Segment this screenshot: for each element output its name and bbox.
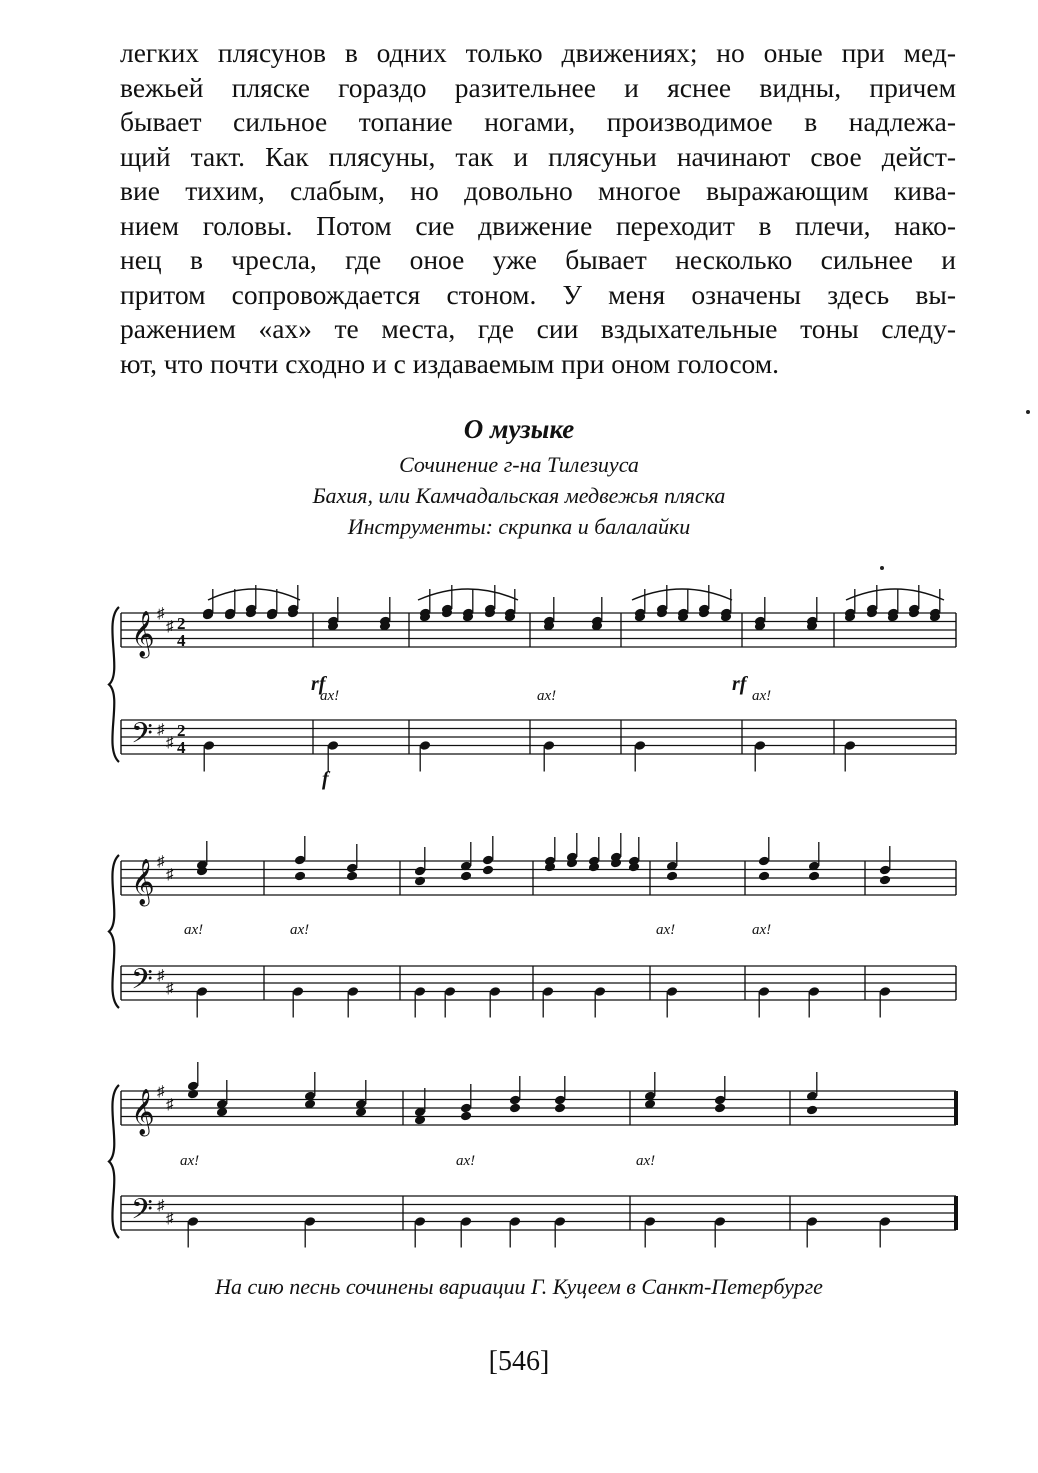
note-head: [414, 875, 427, 886]
instruments-line: Инструменты: скрипка и балалайки: [347, 514, 691, 539]
treble-clef: 𝄞: [131, 611, 155, 657]
key-sharp: ♯: [166, 867, 174, 883]
paragraph-line: притом сопровождается стоном. У меня означены здесь вы-: [120, 278, 956, 310]
note-head: [554, 1102, 567, 1113]
note-head: [806, 1104, 819, 1115]
time-signature: 4: [177, 738, 186, 757]
key-sharp: ♯: [157, 606, 165, 622]
composer-line: Сочинение г-на Тилезиуса: [399, 452, 639, 477]
key-sharp: ♯: [166, 1097, 174, 1113]
key-sharp: ♯: [166, 981, 174, 997]
paragraph-line: вие тихим, слабым, но довольно многое выражающим кива-: [120, 175, 956, 206]
treble-clef: 𝄞: [131, 859, 155, 905]
paragraph-line: нец в чресла, где оное уже бывает несколько сильнее и: [120, 244, 956, 275]
key-sharp: ♯: [166, 735, 174, 751]
system-brace: [109, 855, 119, 1008]
ax-annotation: ax!: [656, 922, 676, 938]
time-signature: 2: [177, 721, 186, 740]
key-sharp: ♯: [157, 722, 165, 738]
slur: [418, 589, 518, 600]
bass-clef: 𝄢: [131, 717, 153, 757]
section-title: О музыке: [463, 414, 575, 444]
key-sharp: ♯: [157, 854, 165, 870]
key-sharp: ♯: [157, 1084, 165, 1100]
page-number: [546]: [488, 1346, 550, 1377]
note-head: [346, 870, 359, 881]
time-signature: 4: [177, 631, 186, 650]
system-brace: [109, 607, 119, 762]
paragraph-line: бывает сильное топание ногами, производимое в надлежа-: [120, 106, 956, 137]
paragraph-line: ют, что почти сходно и с издаваемым при оном голосом.: [120, 347, 780, 379]
bass-clef: 𝄢: [131, 963, 153, 1003]
dynamic-marking: rf: [732, 673, 747, 695]
note-head: [187, 1088, 200, 1099]
paragraph-line: щий такт. Как плясуны, так и плясуньи начинают свое дейст-: [120, 140, 956, 172]
note-head: [808, 870, 821, 881]
note-head: [666, 870, 679, 881]
note-head: [509, 1102, 522, 1113]
paragraph-line: вежьей пляске гораздо разительнее и яснее видны, причем: [120, 71, 956, 103]
system-brace: [109, 1085, 119, 1238]
dynamic-marking: f: [322, 768, 329, 790]
key-sharp: ♯: [166, 1211, 174, 1227]
slur: [846, 589, 944, 600]
ax-annotation: ax!: [184, 922, 204, 938]
ax-annotation: ax!: [752, 922, 772, 938]
key-sharp: ♯: [157, 1198, 165, 1214]
key-sharp: ♯: [166, 619, 174, 635]
dynamic-marking: rf: [311, 673, 326, 695]
ax-annotation: ax!: [180, 1153, 200, 1169]
ax-annotation: ax!: [290, 922, 310, 938]
note-head: [714, 1102, 727, 1113]
ax-annotation: ax!: [752, 688, 772, 704]
paragraph-line: легких плясунов в одних только движениях; но оные при мед-: [120, 37, 956, 68]
paragraph-line: ражением «ах» те места, где сии вздыхательные тоны следу-: [120, 313, 956, 344]
note-head: [758, 870, 771, 881]
note-head: [482, 864, 495, 875]
piece-title: Бахия, или Камчадальская медвежья пляска: [312, 483, 726, 508]
ax-annotation: ax!: [320, 688, 340, 704]
note-head: [294, 870, 307, 881]
bass-clef: 𝄢: [131, 1193, 153, 1233]
treble-clef: 𝄞: [131, 1089, 155, 1135]
note-head: [879, 874, 892, 885]
slur: [208, 589, 300, 600]
footnote: На сию песнь сочинены вариации Г. Куцеем в Санкт-Петербурге: [215, 1274, 823, 1299]
note-head: [460, 870, 473, 881]
paragraph-line: нием головы. Потом сие движение переходит в плечи, нако-: [120, 209, 956, 241]
ax-annotation: ax!: [456, 1153, 476, 1169]
time-signature: 2: [177, 614, 186, 633]
key-sharp: ♯: [157, 968, 165, 984]
slur: [632, 589, 732, 600]
ax-annotation: ax!: [636, 1153, 656, 1169]
note-head: [460, 1110, 473, 1121]
ax-annotation: ax!: [537, 688, 557, 704]
